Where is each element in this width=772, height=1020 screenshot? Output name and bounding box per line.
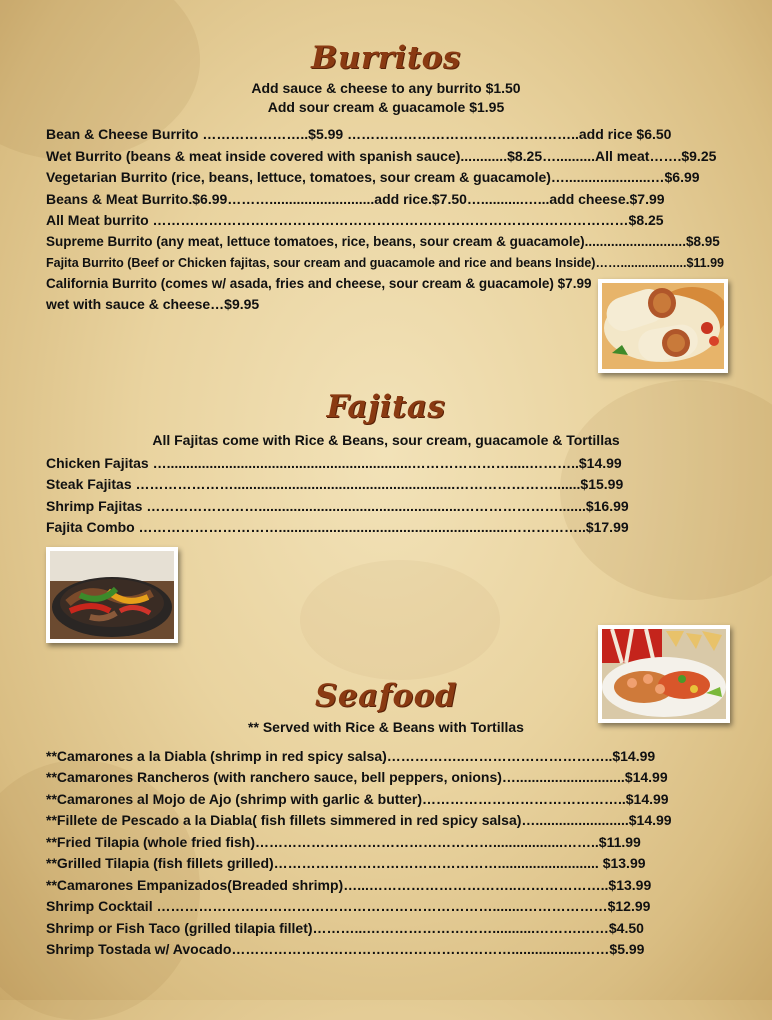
menu-item: **Camarones al Mojo de Ajo (shrimp with garlic & butter)……………………………………..$14.99 xyxy=(46,791,669,807)
burritos-note-guac: Add sour cream & guacamole $1.95 xyxy=(267,99,505,115)
seafood-note: ** Served with Rice & Beans with Tortillas xyxy=(248,719,524,735)
menu-item: **Fried Tilapia (whole fried fish)……………………………………………..................……..$11.99 xyxy=(46,834,641,850)
menu-item: All Meat burrito …………………………………………………………………………………………$8.25 xyxy=(46,212,664,228)
menu-item: Wet Burrito (beans & meat inside covered with spanish sauce)............$8.25…..........All meat…….$9.25 xyxy=(46,148,717,164)
menu-item: **Camarones a la Diabla (shrimp in red spicy salsa)……………..…………………………..$14.99 xyxy=(46,748,656,764)
fajitas-title: Fajitas xyxy=(326,389,446,425)
menu-item: Steak Fajitas ………………….........................................................………………….......$15.99 xyxy=(46,476,624,492)
fajitas-note: All Fajitas come with Rice & Beans, sour cream, guacamole & Tortillas xyxy=(152,432,620,448)
seafood-title: Seafood xyxy=(314,678,458,714)
burritos-title: Burritos xyxy=(311,40,461,76)
menu-item: Shrimp Cocktail ………………………………………………………………........………………$12.99 xyxy=(46,898,651,914)
menu-item: Shrimp Tostada w/ Avocado……………………………………………………..................……$5.99 xyxy=(46,941,645,957)
menu-item: Chicken Fajitas …...............................................................………………….....………..$14.99 xyxy=(46,455,622,471)
menu-item: Fajita Burrito (Beef or Chicken fajitas, sour cream and guacamole and rice and beans Inside)……...................$11.99 xyxy=(46,256,724,270)
menu-item: **Camarones Empanizados(Breaded shrimp)…...…………………………..………………..$13.99 xyxy=(46,877,652,893)
menu-item: Shrimp Fajitas ……………………....................................................………………….......$16.99 xyxy=(46,498,629,514)
menu-item: Beans & Meat Burrito.$6.99………...........................add rice.$7.50…...........…...add cheese.$7.99 xyxy=(46,191,665,207)
burritos-note-sauce: Add sauce & cheese to any burrito $1.50 xyxy=(251,80,521,96)
burrito-photo xyxy=(598,279,728,373)
menu-item: Bean & Cheese Burrito …………………..$5.99 …………………………………………..add rice $6.50 xyxy=(46,126,672,142)
menu-item: Supreme Burrito (any meat, lettuce tomatoes, rice, beans, sour cream & guacamole)...........................$8.95 xyxy=(46,234,720,249)
paper-stain xyxy=(300,560,500,680)
menu-item: Fajita Combo …………………………...........................................................……………..$17.99 xyxy=(46,519,629,535)
menu-item: Vegetarian Burrito (rice, beans, lettuce, tomatoes, sour cream & guacamole)…......................…$6.99 xyxy=(46,169,700,185)
menu-item: **Fillete de Pescado a la Diabla( fish fillets simmered in red spicy salsa)…........................$14.99 xyxy=(46,812,672,828)
menu-item: wet with sauce & cheese…$9.95 xyxy=(46,296,260,312)
menu-item: **Grilled Tilapia (fish fillets grilled)………………………………………….......................... $13.99 xyxy=(46,855,646,871)
menu-item: Shrimp or Fish Taco (grilled tilapia fillet)………...………………………...........……….……$4.50 xyxy=(46,920,644,936)
menu-item: **Camarones Rancheros (with ranchero sauce, bell peppers, onions)…............................$14.99 xyxy=(46,769,668,785)
menu-item: California Burrito (comes w/ asada, fries and cheese, sour cream & guacamole) $7.99 xyxy=(46,276,591,291)
fajitas-photo xyxy=(46,547,178,643)
